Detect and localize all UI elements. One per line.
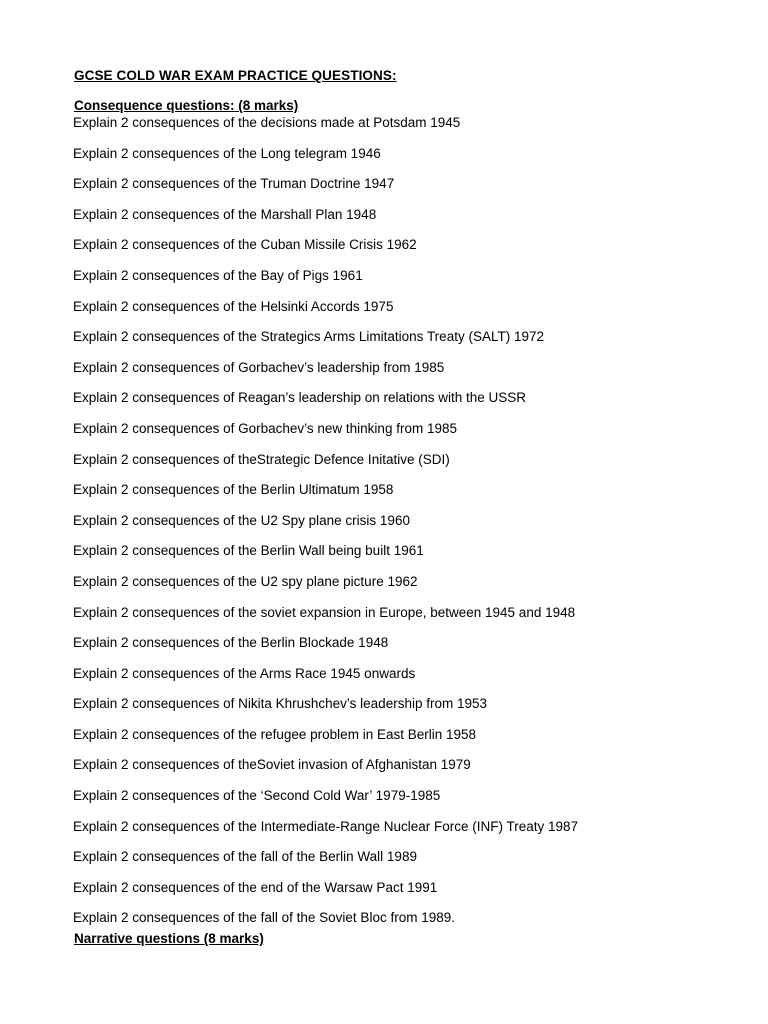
document-title: GCSE COLD WAR EXAM PRACTICE QUESTIONS:: [74, 68, 397, 83]
question-item: Explain 2 consequences of the Berlin Blockade 1948: [73, 635, 389, 651]
question-item: Explain 2 consequences of theStrategic Defence Initative (SDI): [73, 451, 450, 467]
question-item: Explain 2 consequences of the Long telegram 1946: [73, 145, 381, 161]
question-item: Explain 2 consequences of theSoviet invasion of Afghanistan 1979: [73, 757, 471, 773]
question-item: Explain 2 consequences of the U2 Spy plane crisis 1960: [73, 512, 410, 528]
question-item: Explain 2 consequences of the Strategics Arms Limitations Treaty (SALT) 1972: [73, 329, 544, 345]
consequence-question-list: [73, 114, 753, 940]
question-item: Explain 2 consequences of the Berlin Ultimatum 1958: [73, 482, 394, 498]
question-item: Explain 2 consequences of the Truman Doctrine 1947: [73, 176, 395, 192]
question-item: Explain 2 consequences of the Helsinki Accords 1975: [73, 298, 394, 314]
question-item: Explain 2 consequences of the fall of the Soviet Bloc from 1989.: [73, 910, 455, 926]
question-item: Explain 2 consequences of the refugee problem in East Berlin 1958: [73, 726, 477, 742]
question-item: Explain 2 consequences of the fall of the Berlin Wall 1989: [73, 849, 417, 865]
question-item: Explain 2 consequences of the Intermediate-Range Nuclear Force (INF) Treaty 1987: [73, 818, 579, 834]
question-item: Explain 2 consequences of the end of the Warsaw Pact 1991: [73, 879, 438, 895]
consequence-questions-heading: Consequence questions: (8 marks): [74, 98, 299, 113]
question-item: Explain 2 consequences of Gorbachev’s new thinking from 1985: [73, 420, 457, 436]
narrative-questions-heading: Narrative questions (8 marks): [74, 931, 264, 946]
question-item: Explain 2 consequences of the Berlin Wall being built 1961: [73, 543, 424, 559]
question-item: Explain 2 consequences of Nikita Khrushchev’s leadership from 1953: [73, 696, 487, 712]
question-item: Explain 2 consequences of the soviet expansion in Europe, between 1945 and 1948: [73, 604, 576, 620]
question-item: Explain 2 consequences of the Bay of Pigs 1961: [73, 267, 363, 283]
question-item: Explain 2 consequences of the ‘Second Cold War’ 1979-1985: [73, 788, 441, 804]
question-item: Explain 2 consequences of Reagan’s leadership on relations with the USSR: [73, 390, 527, 406]
question-item: Explain 2 consequences of the Arms Race 1945 onwards: [73, 665, 416, 681]
question-item: Explain 2 consequences of the decisions made at Potsdam 1945: [73, 115, 461, 130]
question-item: Explain 2 consequences of the Marshall Plan 1948: [73, 206, 377, 222]
question-item: Explain 2 consequences of Gorbachev’s leadership from 1985: [73, 359, 445, 375]
question-item: Explain 2 consequences of the U2 spy plane picture 1962: [73, 573, 418, 589]
question-item: Explain 2 consequences of the Cuban Missile Crisis 1962: [73, 237, 417, 253]
